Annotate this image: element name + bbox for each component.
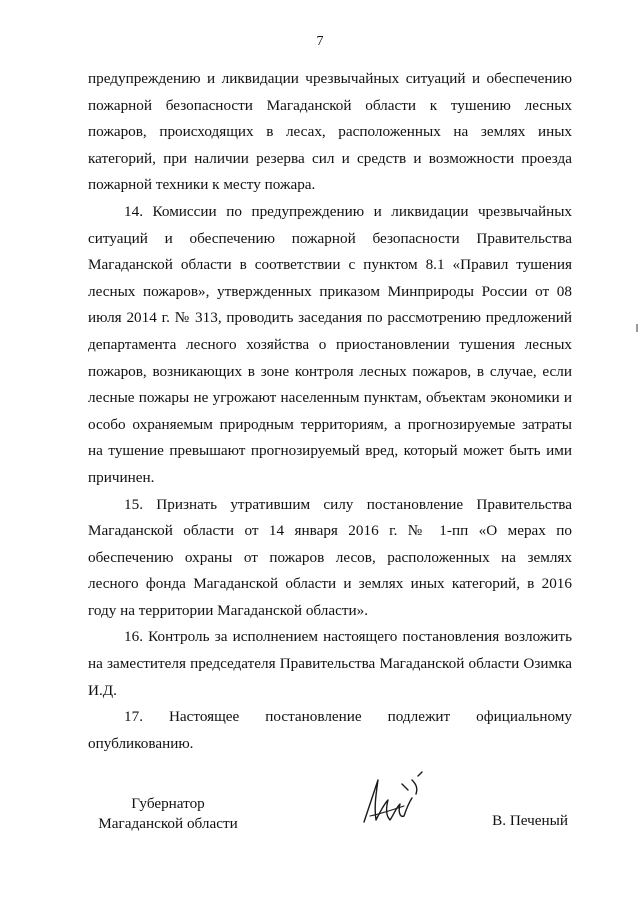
paragraph-continuation: предупреждению и ликвидации чрезвычайных ситуаций и обеспечению пожарной безопасности Магаданской области к тушению лесных пожаров, происходящих в лесах, расположенных на землях иных категорий, при наличии резерва сил и средств и возможности проезда пожарной техники к месту пожара. [88, 70, 572, 194]
signatory-name: В. Печеный [492, 812, 568, 829]
signatory-position-line2: Магаданской области [98, 815, 238, 832]
signature-block [0, 790, 640, 850]
paragraph-item-17: 17. Настоящее постановление подлежит официальному опубликованию. [88, 708, 572, 752]
scan-edge-mark [636, 324, 638, 332]
page-number: 7 [316, 34, 324, 49]
signatory-position [88, 794, 248, 834]
handwritten-signature [356, 770, 426, 832]
signatory-position-line1: Губернатор [131, 795, 205, 812]
paragraph-item-14: 14. Комиссии по предупреждению и ликвидации чрезвычайных ситуаций и обеспечению пожарной безопасности Правительства Магаданской области в соответствии с пунктом 8.1 «Правил тушения лесных пожаров», утвержденных приказом Минприроды России от 08 июля 2014 г. № 313, проводить заседания по рассмотрению предложений департамента лесного хозяйства о приостановлении тушения лесных пожаров, возникающих в зоне контроля лесных пожаров, в случае, если лесные пожары не угрожают населенным пунктам, объектам экономики и особо охраняемым природным территориям, а прогнозируемые затраты на тушение превышают прогнозируемый вред, который может быть ими причинен. [88, 202, 572, 486]
document-body [88, 66, 572, 757]
paragraph-item-15: 15. Признать утратившим силу постановление Правительства Магаданской области от 14 января 2016 г. № 1-пп «О мерах по обеспечению охраны от пожаров лесов, расположенных на землях лесного фонда Магаданской области и землях иных категорий, в 2016 году на территории Магаданской области». [88, 495, 572, 619]
paragraph-item-16: 16. Контроль за исполнением настоящего постановления возложить на заместителя председателя Правительства Магаданской области Озимка И.Д. [88, 628, 572, 699]
